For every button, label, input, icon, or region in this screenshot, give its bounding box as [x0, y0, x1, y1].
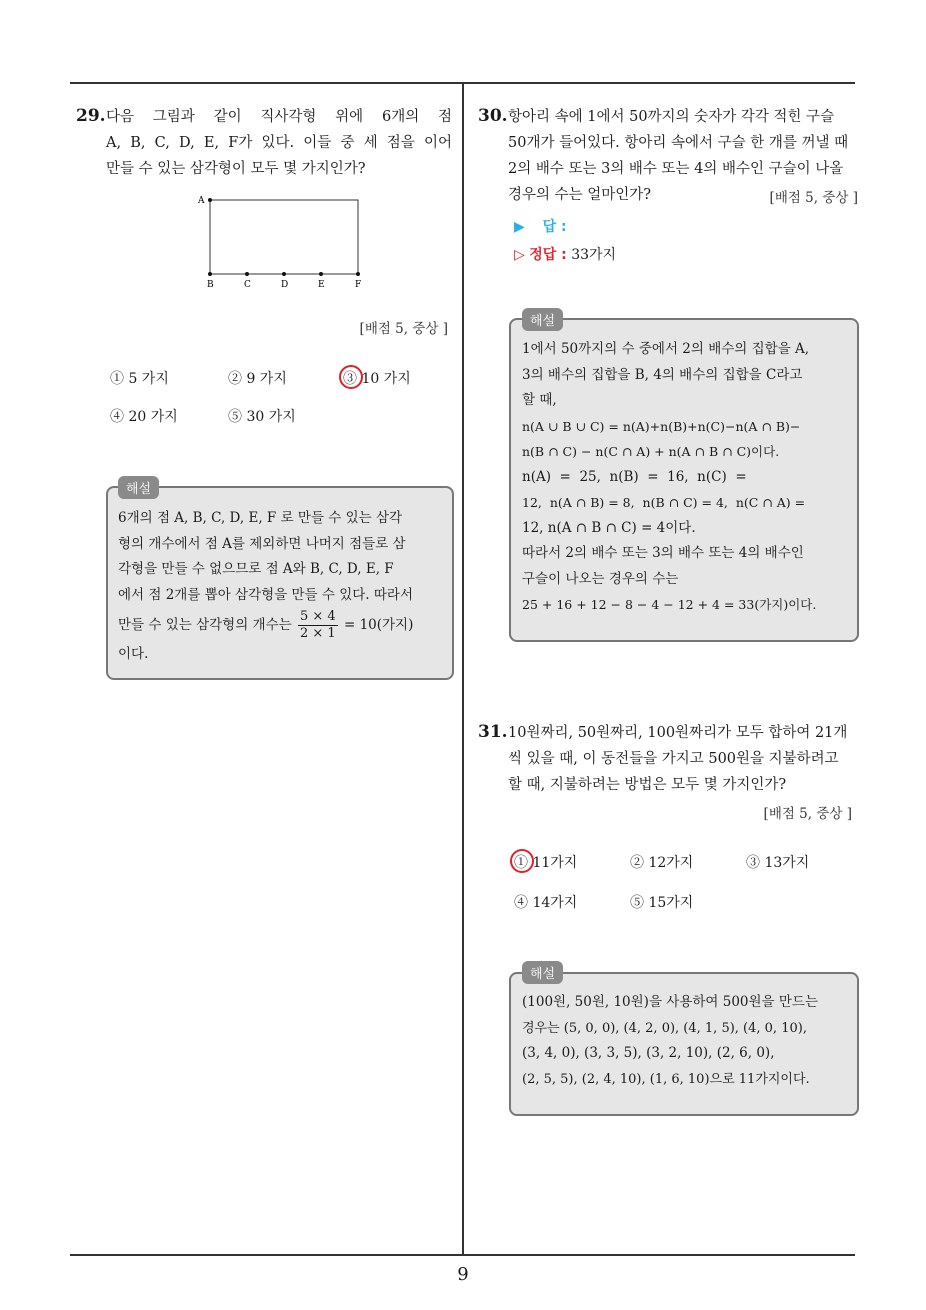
footer-rule [70, 1254, 855, 1256]
q29-text [106, 104, 452, 182]
q29-explanation-text [118, 506, 440, 668]
explanation-line: 따라서 2의 배수 또는 3의 배수 또는 4의 배수인 [522, 545, 804, 561]
q29-line: A, B, C, D, E, F가 있다. 이들 중 세 점을 이어 [106, 135, 452, 151]
q30-answer-row [514, 216, 567, 236]
q29-option-5[interactable]: ⑤ 30 가지 [228, 409, 296, 425]
q31-explanation-text [522, 990, 848, 1092]
explanation-line: 각형을 만들 수 없으므로 점 A와 B, C, D, E, F [118, 561, 394, 577]
explanation-line: n(A) = 25, n(B) = 16, n(C) = [522, 468, 747, 485]
explanation-line: 3의 배수의 집합을 B, 4의 배수의 집합을 C라고 [522, 366, 803, 383]
q29-rectangle-figure [190, 190, 380, 290]
answer-arrow-icon: ▶ [514, 219, 525, 235]
q29-selected-circle [339, 365, 363, 389]
fraction-numerator: 5 × 4 [299, 609, 336, 624]
correct-value: 33가지 [571, 247, 617, 263]
q30-number: 30. [478, 106, 508, 126]
q29-option-3[interactable]: ③ 10 가지 [343, 371, 411, 387]
q31-selected-circle [510, 849, 534, 873]
explanation-line: 12, n(A ∩ B ∩ C) = 4이다. [522, 519, 696, 536]
explanation-line: 25 + 16 + 12 − 8 − 4 − 12 + 4 = 33(가지)이다. [522, 597, 817, 612]
q29-option-4[interactable]: ④ 20 가지 [110, 409, 178, 425]
answer-label: 답 : [542, 219, 567, 235]
fraction [298, 609, 338, 642]
label-e: E [318, 280, 325, 290]
explanation-line: 에서 점 2개를 뽑아 삼각형을 만들 수 있다. 따라서 [118, 586, 413, 603]
q30-line: 경우의 수는 얼마인가? [508, 187, 652, 203]
point-e [319, 272, 323, 276]
point-b [208, 272, 212, 276]
q31-option-2[interactable]: ② 12가지 [630, 855, 694, 871]
fraction-prefix: 만들 수 있는 삼각형의 개수는 [118, 617, 292, 633]
explanation-line: (100원, 50원, 10원)을 사용하여 500원을 만드는 [522, 994, 818, 1010]
q31-line: 할 때, 지불하려는 방법은 모두 몇 가지인가? [508, 777, 787, 793]
fraction-denominator: 2 × 1 [299, 626, 336, 641]
explanation-line: (2, 5, 5), (2, 4, 10), (1, 6, 10)으로 11가지이다. [522, 1071, 810, 1087]
q29-number: 29. [76, 106, 106, 126]
explanation-line: 이다. [118, 646, 149, 662]
q31-option-3[interactable]: ③ 13가지 [746, 855, 810, 871]
explanation-line: 12, n(A ∩ B) = 8, n(B ∩ C) = 4, n(C ∩ A) = [522, 495, 806, 510]
q30-line: 50개가 들어있다. 항아리 속에서 구슬 한 개를 꺼낼 때 [508, 135, 849, 151]
point-c [245, 272, 249, 276]
q30-explanation-tag: 해설 [522, 308, 563, 331]
q29-line: 다음 그림과 같이 직사각형 위에 6개의 점 [106, 109, 452, 125]
label-d: D [281, 280, 289, 290]
q29-option-1[interactable]: ① 5 가지 [110, 371, 169, 387]
explanation-line: 6개의 점 A, B, C, D, E, F 로 만들 수 있는 삼각 [118, 510, 403, 526]
q31-option-1[interactable]: ① 11가지 [514, 855, 578, 871]
correct-label: 정답 : [529, 247, 567, 263]
point-f [356, 272, 360, 276]
q31-score: [배점 5, 중상 ] [763, 806, 852, 822]
explanation-line: 1에서 50까지의 수 중에서 2의 배수의 집합을 A, [522, 341, 810, 357]
column-divider [462, 82, 464, 1254]
correct-arrow-icon: ▷ [514, 247, 525, 263]
q30-score: [배점 5, 중상 ] [769, 190, 858, 206]
q31-text [508, 720, 858, 798]
q30-correct-row [514, 244, 616, 264]
rectangle [210, 200, 358, 274]
q30-line: 항아리 속에 1에서 50까지의 숫자가 각각 적힌 구슬 [508, 109, 835, 125]
explanation-line: 경우는 (5, 0, 0), (4, 2, 0), (4, 1, 5), (4, 0, 10), [522, 1020, 807, 1036]
explanation-line: n(A ∪ B ∪ C) = n(A)+n(B)+n(C)−n(A ∩ B)− [522, 418, 801, 434]
q31-line: 10원짜리, 50원짜리, 100원짜리가 모두 합하여 21개 [508, 725, 848, 741]
point-d [282, 272, 286, 276]
fraction-suffix: = 10(가지) [343, 617, 414, 633]
q31-option-4[interactable]: ④ 14가지 [514, 895, 578, 911]
explanation-line: 구슬이 나오는 경우의 수는 [522, 570, 679, 587]
q31-line: 씩 있을 때, 이 동전들을 가지고 500원을 지불하려고 [508, 751, 839, 767]
explanation-line: (3, 4, 0), (3, 3, 5), (3, 2, 10), (2, 6, 0), [522, 1045, 775, 1061]
explanation-line-fraction [118, 608, 440, 642]
q29-line: 만들 수 있는 삼각형이 모두 몇 가지인가? [106, 161, 366, 177]
q29-score: [배점 5, 중상 ] [359, 321, 448, 337]
page-number: 9 [457, 1264, 469, 1285]
q29-option-2[interactable]: ② 9 가지 [228, 371, 287, 387]
q29-explanation-tag: 해설 [118, 476, 159, 499]
explanation-line: 형의 개수에서 점 A를 제외하면 나머지 점들로 삼 [118, 535, 406, 552]
explanation-line: 할 때, [522, 392, 557, 408]
label-a: A [198, 196, 205, 206]
q30-explanation-text [522, 337, 846, 618]
label-c: C [244, 280, 251, 290]
explanation-line: n(B ∩ C) − n(C ∩ A) + n(A ∩ B ∩ C)이다. [522, 444, 780, 459]
q30-line: 2의 배수 또는 3의 배수 또는 4의 배수인 구슬이 나올 [508, 161, 844, 177]
point-a [208, 198, 212, 202]
q31-number: 31. [478, 722, 508, 742]
label-f: F [355, 280, 362, 290]
q31-explanation-tag: 해설 [522, 961, 563, 984]
q31-option-5[interactable]: ⑤ 15가지 [630, 895, 694, 911]
label-b: B [207, 280, 214, 290]
